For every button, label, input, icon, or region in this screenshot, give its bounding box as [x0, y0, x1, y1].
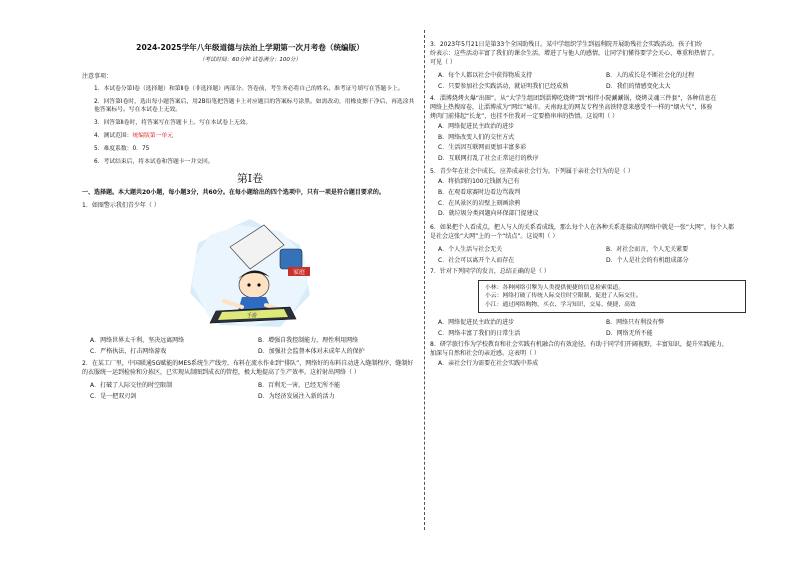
child-eye: [247, 283, 250, 286]
cartoon-illustration: [180, 215, 320, 331]
option-b[interactable]: B．人的成长是不断社会化的过程: [606, 72, 695, 79]
option-a[interactable]: A．网络世界太千利，坚决远离网络: [90, 337, 185, 344]
notes-heading: 注意事项：: [82, 73, 113, 80]
question-3-line: 纷表示：这些活动丰富了我们的课余生活，增进了与他人的感情，让同学们懂得要学会关心、尊重和热情了。: [430, 50, 719, 57]
question-1-options: [90, 335, 418, 355]
question-3-line: 可见（ ）: [430, 59, 456, 66]
question-6-options: [438, 244, 766, 264]
option-d[interactable]: D．我们的情感变化太大: [606, 83, 671, 90]
left-column: [82, 36, 418, 403]
option-c[interactable]: C．只要参加社会实践活动，就证明我们已经成熟: [438, 83, 569, 90]
note-item: 3．回答第Ⅱ卷时，将答案写在答题卡上。写在本试卷上无效。: [94, 120, 252, 126]
child-eye: [257, 283, 260, 286]
option-c[interactable]: C．社会可以离开个人而存在: [438, 256, 515, 264]
option-b[interactable]: B．增强自我控制能力，理性利用网络: [258, 337, 359, 344]
question-6-line: 是社会这张“大网”上的一个“结点”。这说明（ ）: [430, 232, 559, 240]
option-d[interactable]: D．加强社会监督本体对未成年人的保护: [258, 348, 365, 355]
column-divider: [424, 30, 425, 530]
scope-value: 统编版第一单元: [132, 133, 174, 139]
question-2-options: [90, 380, 418, 400]
option-b[interactable]: B．在观看球赛时边看边骂裁判: [438, 188, 521, 196]
quote-line: 小云：网络打破了传统人际交往时空限制，促进了人际交往。: [485, 293, 642, 300]
question-3-options: [438, 70, 766, 90]
option-a[interactable]: A．每个人都以社会中获得物质支持: [438, 72, 533, 79]
question-8-line: 8．研学旅行作为学校教育和社会实践有机融合的有效途径，有助于同学们开阔视野，丰富知识，提升实践能力，: [430, 341, 728, 349]
option-b[interactable]: B．对社会而言，个人无关紧要: [606, 245, 689, 253]
question-6-line: 6．如果把个人看成点，把人与人的关系看成线，那么每个人在各种关系连接成的网络中就是一张“大网”，每个人都: [430, 223, 735, 231]
option-c[interactable]: C．网络丰富了我们的日常生活: [438, 330, 521, 338]
question-4-line: 网络上热搜席卷，让淄博成为“网红”城市。天南海北的网友专程坐高铁特意来感受不一样的“烟火气”，体验: [430, 104, 713, 111]
question-2-stem: 2．在某工厂里，中国联通5G赋能的MES系统生产线旁，布料在流水作业到“排队”，网络好的布料自动进入缝制程序，缝制好的衣服统一运到检验和分拣区，已实现从制图到成衣的管控，极大地提高了生产效率。这折射出网络（ ）: [82, 360, 414, 376]
quote-line: 小江：通过网络购物，买衣、学习知识，交易、便捷、高效: [485, 301, 636, 308]
option-a[interactable]: A．亲社会行为需要在社会实践中养成: [438, 360, 539, 368]
option-c[interactable]: C．在风景区的岩壁上刻画涂鸦: [438, 199, 521, 207]
part-heading: 第Ⅰ卷: [236, 172, 264, 185]
child-head: [239, 272, 269, 298]
question-3-line: 3．2023年5月21日是第33个全国助残日。某中学组织学生到福利院开展助残社会实践活动。孩子们纷: [430, 41, 703, 48]
option-d[interactable]: D．为经济发展注入新的活力: [258, 393, 335, 400]
question-7-quote-box: [478, 280, 746, 314]
question-4-line: 4．淄博烧烤火爆“出圈”。从“大学生组团到淄博吃烧烤”到“相伴小院涮涮锅，烧烤灵魂三件套”，各种信息在: [430, 95, 717, 102]
quote-line: 小林：各种网络引擎为人类提供便捷的信息检索渠道。: [485, 284, 625, 291]
question-4-line: 烤肉门前排起“长龙”，也挂不住我对一定要撸串串的热情。这说明（ ）: [430, 113, 619, 120]
option-c[interactable]: C．严格执法，打击网络游戏: [90, 348, 167, 355]
option-a[interactable]: A．网络促进民主政治的进步: [438, 319, 515, 327]
note-item-scope: 4．测试范围：统编版第一单元: [94, 133, 174, 139]
note-item: 1．本试卷分第Ⅰ卷（选择题）和第Ⅱ卷（非选择题）两部分。答卷前，考生务必将自己的姓名、准考证号填写在答题卡上。: [94, 86, 404, 92]
note-item: 6．考试结束后，将本试卷和答题卡一并交回。: [94, 159, 214, 165]
option-a[interactable]: A．网络促进民主政治的进步: [438, 123, 515, 130]
shirt-cuff: [280, 249, 302, 269]
option-d[interactable]: D．互联网打乱了社会正常运行的秩序: [438, 154, 539, 162]
cartoon-svg: [180, 215, 320, 331]
question-7-options: [438, 317, 766, 337]
option-d[interactable]: D．个人是社会的有机组成部分: [606, 256, 689, 264]
option-c[interactable]: C．是一把双刃剑: [90, 393, 137, 400]
section-heading: 一、选择题。本大题共20小题，每小题3分，共60分。在每小题给出的四个选项中，只有一项是符合题目要求的。: [82, 189, 385, 196]
question-8-line: 加深与自然和社会的亲近感。这表明（ ）: [430, 350, 540, 358]
right-column: [430, 40, 766, 369]
note-item: 5．难度系数：0．75: [94, 146, 150, 152]
exam-title: 2024-2025学年八年级道德与法治上学期第一次月考卷（统编版）: [136, 43, 364, 52]
family-label: 家庭: [292, 269, 306, 276]
option-b[interactable]: B．百利无一害，已经无所不能: [258, 382, 341, 389]
exam-subtitle: （考试时间：60分钟 试卷满分：100分）: [199, 57, 301, 63]
option-a[interactable]: A．个人生活与社会无关: [438, 245, 503, 253]
option-b[interactable]: B．网络只有利没有弊: [606, 319, 665, 327]
note-item: 2．回答第Ⅰ卷时，选出每小题答案后，用2B铅笔把答题卡上对应题目的答案标号涂黑。如需改动，用橡皮擦干净后，再选涂其他答案标号。写在本试卷上无效。: [94, 99, 415, 113]
question-7-stem: 7．针对下列同学的发言，总结正确的是（ ）: [430, 267, 550, 275]
phone-label: 手游: [246, 313, 258, 319]
option-a[interactable]: A．打破了人际交往的时空限制: [90, 382, 173, 389]
option-d[interactable]: D．网络无所不能: [606, 330, 653, 338]
question-5-stem: 5．青少年在社会中成长，应养成亲社会行为。下列属于亲社会行为的是（ ）: [430, 168, 634, 176]
option-a[interactable]: A．将拾到的100元钱据为己有: [438, 178, 520, 186]
question-1-stem: 1．如图警示我们青少年（ ）: [82, 202, 160, 209]
option-d[interactable]: D．就垃圾分类问题向环保部门提建议: [438, 210, 539, 218]
option-c[interactable]: C．生活因互联网而更加丰富多彩: [438, 144, 527, 152]
option-b[interactable]: B．网络改变人们的交往方式: [438, 133, 515, 141]
